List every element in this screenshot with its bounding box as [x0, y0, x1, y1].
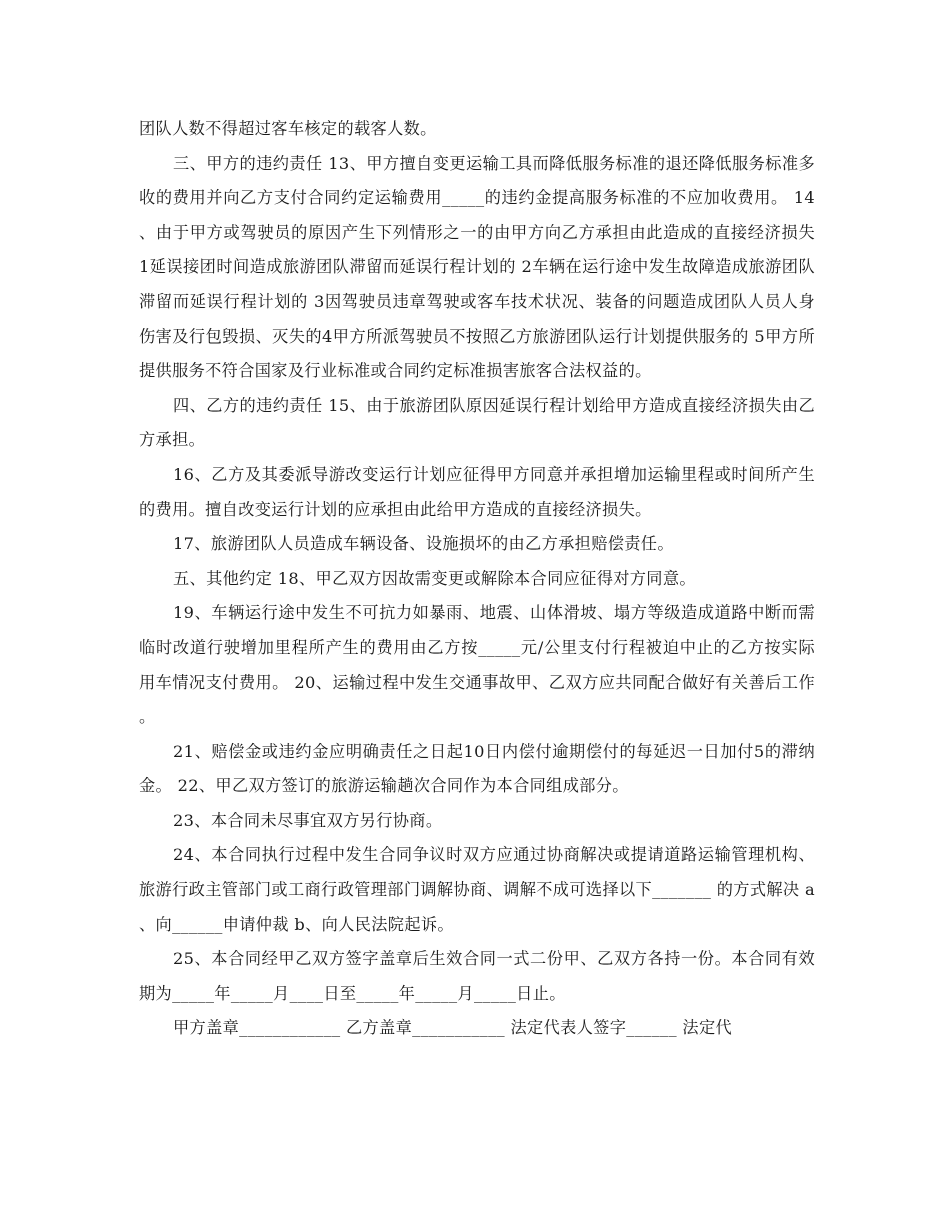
paragraph-clause-16: 16、乙方及其委派导游改变运行计划应征得甲方同意并承担增加运输里程或时间所产生的费用。擅自改变运行计划的应承担由此给甲方造成的直接经济损失。 — [139, 464, 815, 519]
paragraph-party-b-liability: 四、乙方的违约责任 15、由于旅游团队原因延误行程计划给甲方造成直接经济损失由乙方承担。 — [139, 395, 815, 450]
paragraph-clause-24: 24、本合同执行过程中发生合同争议时双方应通过协商解决或提请道路运输管理机构、旅游行政主管部门或工商行政管理部门调解协商、调解不成可选择以下_______ 的方式解决 a、向______申请仲裁 b、向人民法院起诉。 — [139, 845, 815, 934]
paragraph-clause-25: 25、本合同经甲乙双方签字盖章后生效合同一式二份甲、乙双方各持一份。本合同有效期为_____年_____月____日至_____年_____月_____日止。 — [139, 949, 815, 1003]
paragraph-passenger-limit: 团队人数不得超过客车核定的载客人数。 — [139, 119, 437, 138]
paragraph-clause-19-20: 19、车辆运行途中发生不可抗力如暴雨、地震、山体滑坡、塌方等级造成道路中断而需临时改道行驶增加里程所产生的费用由乙方按_____元/公里支付行程被迫中止的乙方按实际用车情况支付费用。 20、运输过程中发生交通事故甲、乙双方应共同配合做好有关善后工作。 — [139, 603, 815, 727]
paragraph-other-terms: 五、其他约定 18、甲乙双方因故需变更或解除本合同应征得对方同意。 — [173, 568, 696, 588]
paragraph-clause-17: 17、旅游团队人员造成车辆设备、设施损坏的由乙方承担赔偿责任。 — [173, 534, 674, 554]
paragraph-clause-21-22: 21、赔偿金或违约金应明确责任之日起10日内偿付逾期偿付的每延迟一日加付5的滞纳金。 22、甲乙双方签订的旅游运输趟次合同作为本合同组成部分。 — [139, 741, 815, 796]
contract-body — [139, 112, 821, 1046]
paragraph-party-a-liability: 三、甲方的违约责任 13、甲方擅自变更运输工具而降低服务标准的退还降低服务标准多收的费用并向乙方支付合同约定运输费用_____的违约金提高服务标准的不应加收费用。 14、由于甲方或驾驶员的原因产生下列情形之一的由甲方向乙方承担由此造成的直接经济损失 1延误接团时间造成旅游团队滞留而延误行程计划的 2车辆在运行途中发生故障造成旅游团队滞留而延误行程计划的 3因驾驶员违章驾驶或客车技术状况、装备的问题造成团队人员人身伤害及行包毁损、灭失的4甲方所派驾驶员不按照乙方旅游团队运行计划提供服务的 5甲方所提供服务不符合国家及行业标准或合同约定标准损害旅客合法权益的。 — [139, 153, 821, 381]
paragraph-clause-23: 23、本合同未尽事宜双方另行协商。 — [173, 810, 443, 830]
paragraph-signatures: 甲方盖章____________ 乙方盖章___________ 法定代表人签字______ 法定代 — [173, 1018, 733, 1038]
